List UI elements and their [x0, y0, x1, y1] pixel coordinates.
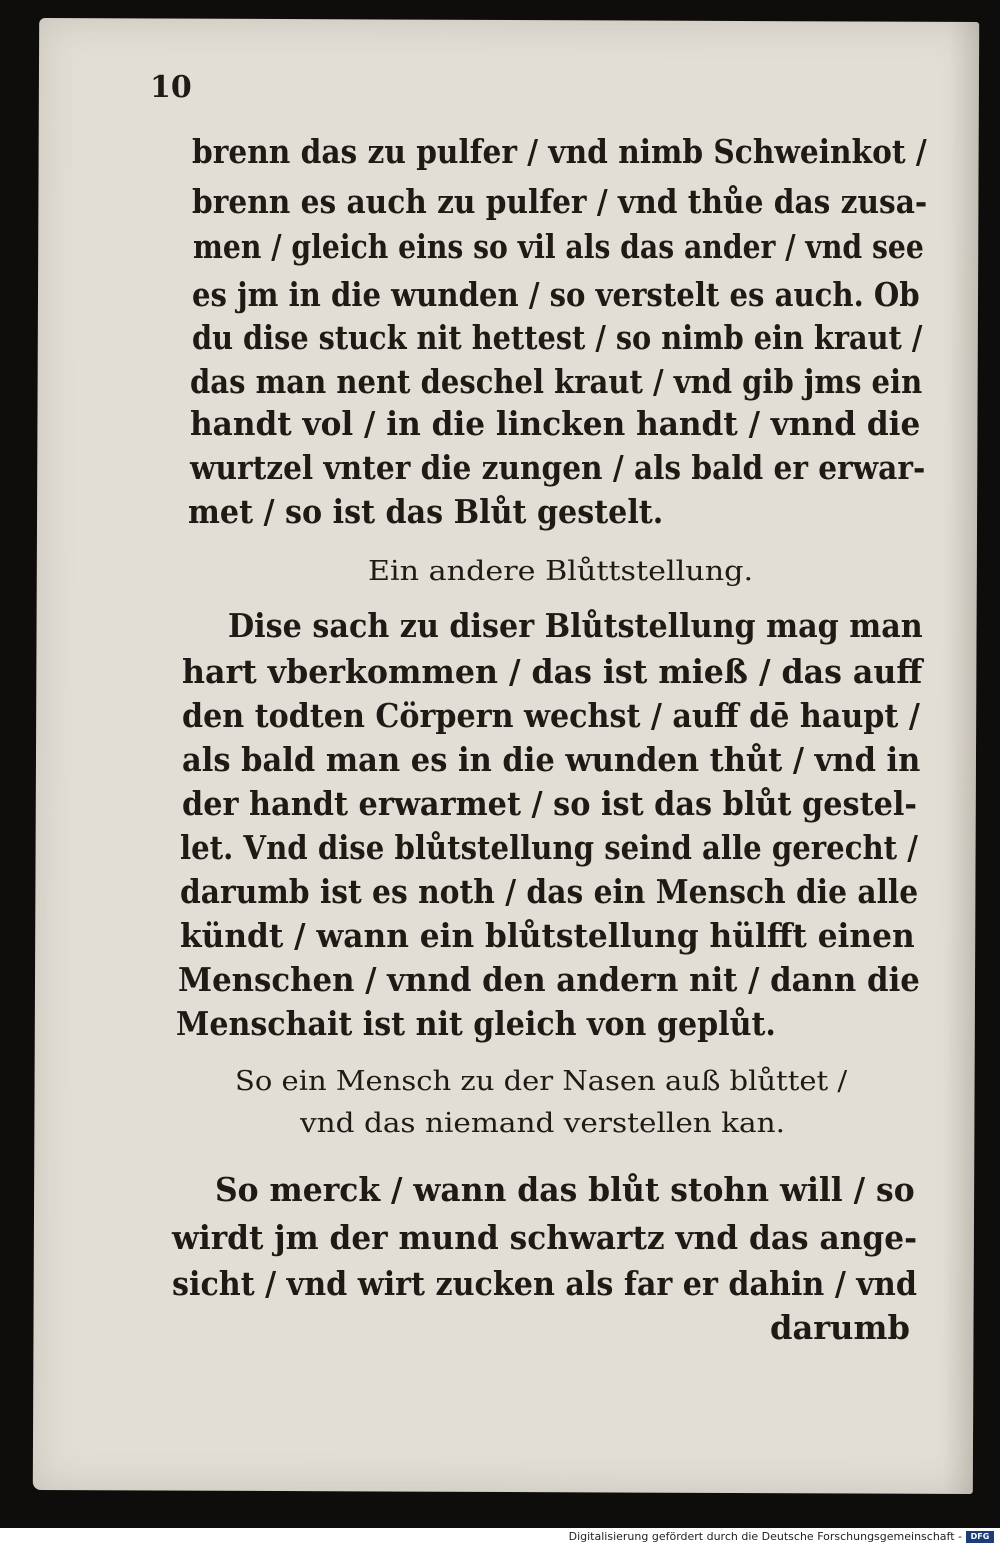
footer-credit: Digitalisierung gefördert durch die Deutsche Forschungsgemeinschaft -: [568, 1530, 962, 1543]
page-number: 10: [150, 70, 192, 105]
paragraph-line: men / gleich eins so vil als das ander / vnd see: [193, 227, 924, 266]
section-heading: So ein Mensch zu der Nasen auß blůttet /: [235, 1066, 848, 1097]
paragraph-line: brenn das zu pulfer / vnd nimb Schweinkot /: [192, 132, 927, 171]
dfg-logo: DFG: [966, 1531, 994, 1543]
paragraph-line: handt vol / in die lincken handt / vnnd die: [190, 404, 921, 443]
paragraph-line: als bald man es in die wunden thůt / vnd in: [182, 740, 921, 779]
paragraph-line: es jm in die wunden / so verstelt es auch. Ob: [192, 275, 920, 314]
section-heading: Ein andere Blůttstellung.: [368, 556, 754, 587]
paragraph-line: wirdt jm der mund schwartz vnd das ange-: [172, 1218, 918, 1257]
page-edge-shadow: [943, 22, 979, 1494]
paragraph-line: der handt erwarmet / so ist das blůt gestel-: [182, 784, 917, 823]
paragraph-line: Menschen / vnnd den andern nit / dann die: [178, 960, 920, 999]
paragraph-line: So merck / wann das blůt stohn will / so: [215, 1170, 915, 1209]
paragraph-line: wurtzel vnter die zungen / als bald er erwar-: [190, 448, 926, 487]
footer-bar: [0, 1528, 1000, 1546]
paragraph-line: sicht / vnd wirt zucken als far er dahin / vnd: [172, 1264, 917, 1303]
section-heading: vnd das niemand verstellen kan.: [300, 1108, 786, 1139]
paragraph-line: Dise sach zu diser Blůtstellung mag man: [228, 606, 923, 645]
paragraph-line: das man nent deschel kraut / vnd gib jms ein: [190, 362, 923, 401]
paragraph-line: met / so ist das Blůt gestelt.: [188, 492, 664, 531]
paragraph-line: brenn es auch zu pulfer / vnd thůe das zusa-: [192, 182, 928, 221]
paragraph-line: hart vberkommen / das ist mieß / das auff: [182, 652, 923, 691]
paragraph-line: du dise stuck nit hettest / so nimb ein kraut /: [192, 318, 923, 357]
paragraph-line: den todten Cörpern wechst / auff dē haupt /: [182, 696, 920, 735]
paragraph-line: darumb ist es noth / das ein Mensch die alle: [180, 872, 919, 911]
catchword: darumb: [770, 1308, 910, 1347]
paragraph-line: Menschait ist nit gleich von geplůt.: [176, 1004, 776, 1043]
paragraph-line: let. Vnd dise blůtstellung seind alle gerecht /: [180, 828, 918, 867]
paragraph-line: kündt / wann ein blůtstellung hülfft einen: [180, 916, 915, 955]
